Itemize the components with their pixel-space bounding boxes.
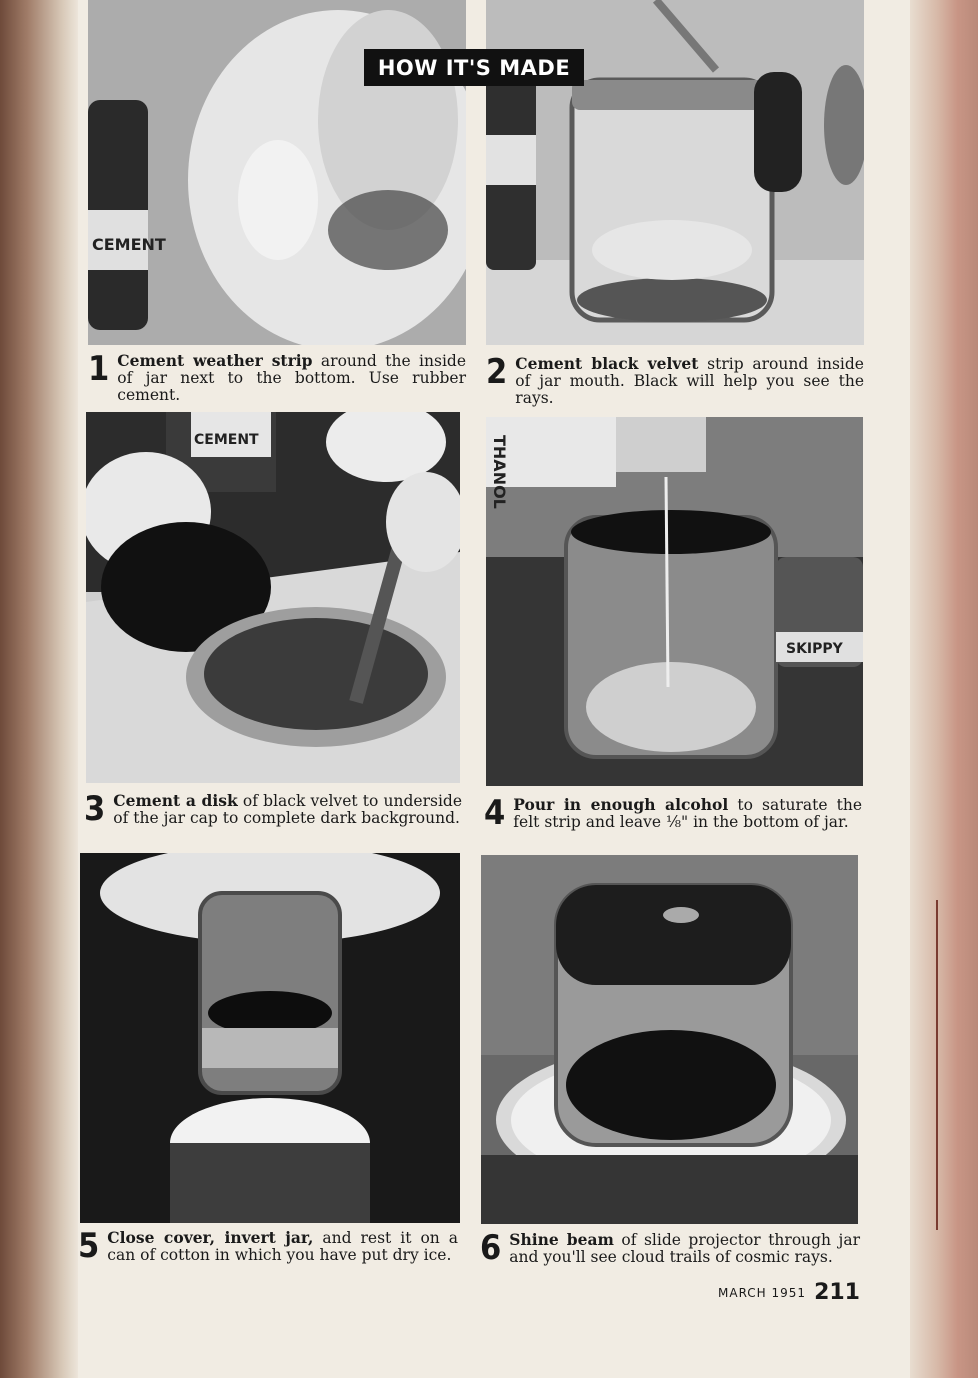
step-number: 3 [84, 789, 106, 829]
step-number: 4 [484, 793, 506, 833]
binding-line [936, 900, 938, 1230]
cement-label: CEMENT [92, 235, 166, 254]
caption-step-2 [486, 352, 864, 407]
step-number: 5 [78, 1226, 100, 1266]
step-text: Pour in enough alcohol to saturate the felt strip and leave ⅛" in the bottom of jar. [513, 795, 862, 831]
cement-label-2: CEMENT [194, 432, 259, 448]
caption-step-1 [88, 349, 466, 404]
step-text: Shine beam of slide projector through jar and you'll see cloud trails of cosmic rays. [509, 1230, 860, 1266]
photo-step-3 [86, 412, 460, 783]
photo-step-4 [486, 417, 863, 786]
photo-step-5 [80, 853, 460, 1223]
step-text: Close cover, invert jar, and rest it on a can of cotton in which you have put dry ice. [107, 1228, 458, 1264]
step-text: Cement a disk of black velvet to underside of the jar cap to complete dark background. [113, 791, 462, 827]
step-number: 6 [480, 1228, 502, 1268]
ethanol-label: THANOL [490, 435, 509, 509]
caption-step-5 [78, 1226, 458, 1266]
step-number: 1 [88, 349, 110, 389]
photo-step-6 [481, 855, 858, 1224]
caption-step-3 [84, 789, 462, 829]
skippy-label: SKIPPY [786, 641, 843, 657]
page-edge-right [910, 0, 978, 1378]
caption-step-4 [484, 793, 862, 833]
page-footer [718, 1280, 860, 1305]
step-text: Cement weather strip around the inside of jar next to the bottom. Use rubber cement. [117, 351, 466, 404]
step-number: 2 [486, 352, 508, 392]
page-number: 211 [814, 1280, 860, 1305]
issue-date: MARCH 1951 [718, 1285, 807, 1300]
step-text: Cement black velvet strip around inside of jar mouth. Black will help you see the rays. [515, 354, 864, 407]
how-its-made-banner: HOW IT'S MADE [364, 49, 584, 86]
page-edge-left [0, 0, 78, 1378]
caption-step-6 [480, 1228, 860, 1268]
